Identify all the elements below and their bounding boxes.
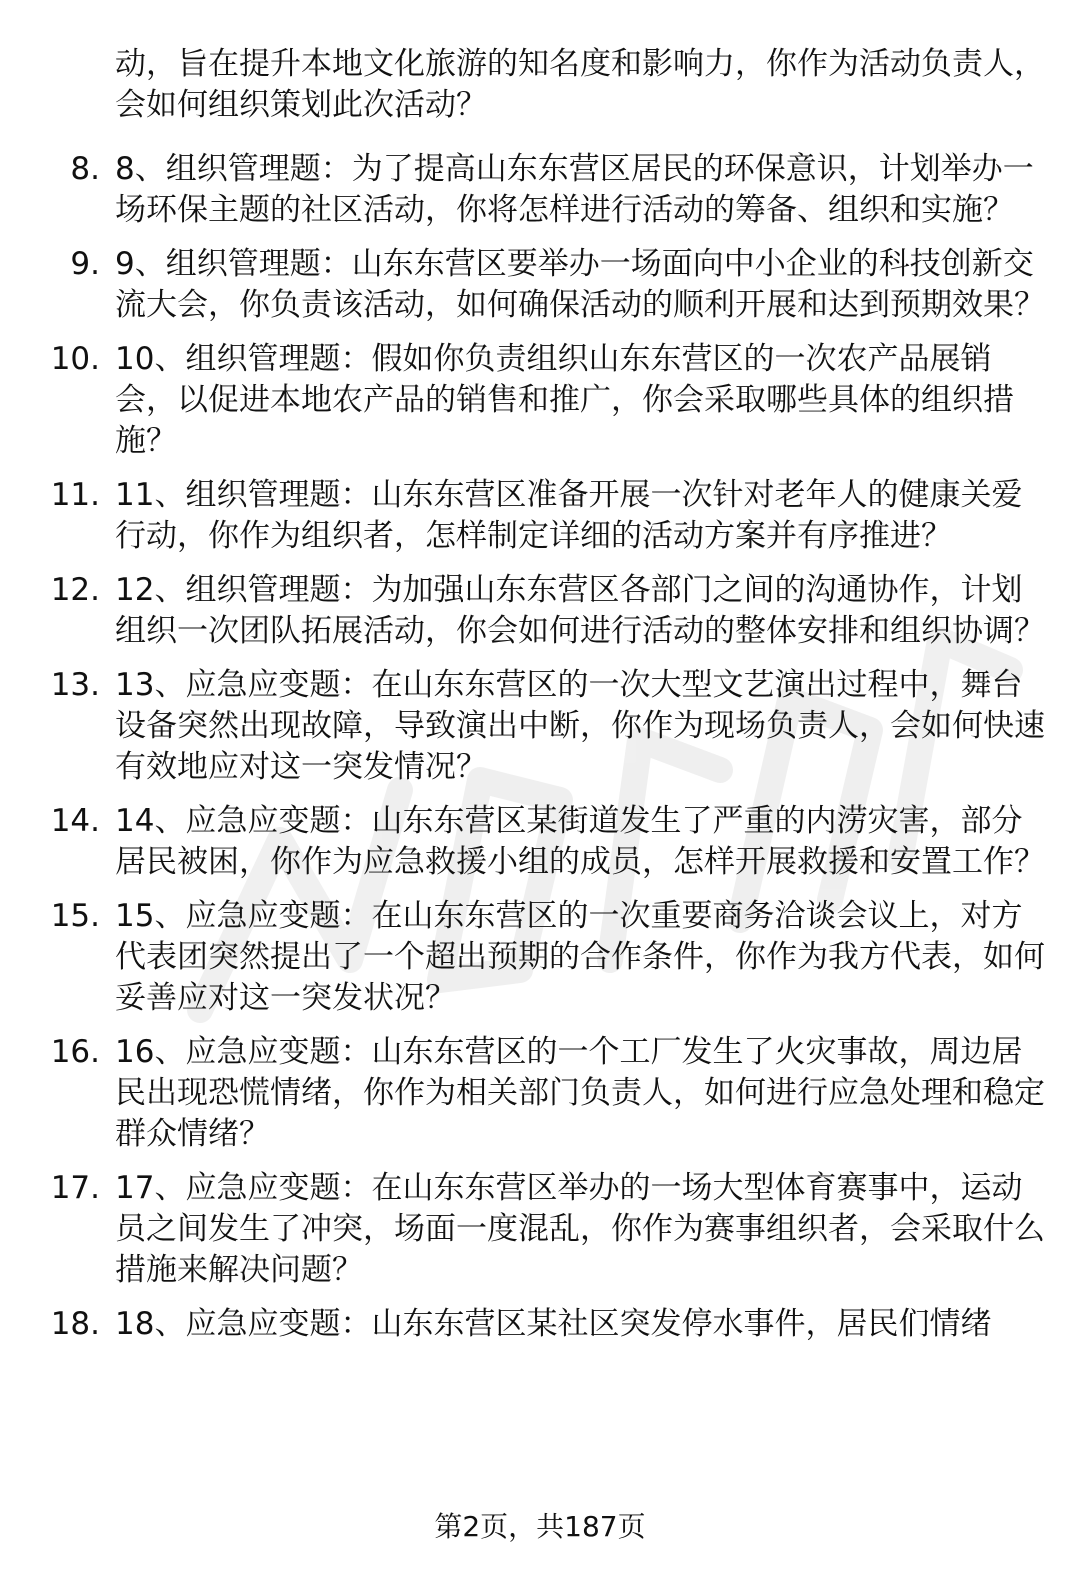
question-text: 11、组织管理题：山东东营区准备开展一次针对老年人的健康关爱行动，你作为组织者，怎样制定详细的活动方案并有序推进？ bbox=[115, 477, 1023, 554]
question-number: 14. bbox=[50, 803, 100, 839]
question-item bbox=[0, 570, 1045, 652]
question-text: 16、应急应变题：山东东营区的一个工厂发生了火灾事故，周边居民出现恐慌情绪，你作为相关部门负责人，如何进行应急处理和稳定群众情绪？ bbox=[115, 1034, 1045, 1152]
question-text: 12、组织管理题：为加强山东东营区各部门之间的沟通协作，计划组织一次团队拓展活动，你会如何进行活动的整体安排和组织协调？ bbox=[115, 572, 1045, 649]
question-text: 13、应急应变题：在山东东营区的一次大型文艺演出过程中，舞台设备突然出现故障，导致演出中断，你作为现场负责人，会如何快速有效地应对这一突发情况？ bbox=[115, 667, 1045, 785]
question-item bbox=[0, 475, 1045, 557]
question-list bbox=[0, 149, 1080, 1358]
question-item bbox=[0, 1032, 1045, 1155]
question-text: 15、应急应变题：在山东东营区的一次重要商务洽谈会议上，对方代表团突然提出了一个超出预期的合作条件，你作为我方代表，如何妥善应对这一突发状况？ bbox=[115, 898, 1045, 1016]
question-item bbox=[0, 1168, 1045, 1291]
question-item bbox=[0, 665, 1045, 788]
question-text: 17、应急应变题：在山东东营区举办的一场大型体育赛事中，运动员之间发生了冲突，场面一度混乱，你作为赛事组织者，会采取什么措施来解决问题？ bbox=[115, 1170, 1045, 1288]
question-number: 17. bbox=[50, 1170, 100, 1206]
question-number: 9. bbox=[70, 246, 100, 282]
question-text: 18、应急应变题：山东东营区某社区突发停水事件，居民们情绪 bbox=[115, 1306, 992, 1342]
question-item bbox=[0, 244, 1045, 326]
question-number: 12. bbox=[50, 572, 100, 608]
question-item bbox=[0, 339, 1045, 462]
question-text: 10、组织管理题：假如你负责组织山东东营区的一次农产品展销会，以促进本地农产品的销售和推广，你会采取哪些具体的组织措施？ bbox=[115, 341, 1014, 459]
question-number: 8. bbox=[70, 151, 100, 187]
continuation-paragraph: 动，旨在提升本地文化旅游的知名度和影响力，你作为活动负责人，会如何组织策划此次活动？ bbox=[115, 46, 1045, 123]
question-number: 18. bbox=[50, 1306, 100, 1342]
question-number: 13. bbox=[50, 667, 100, 703]
question-text: 9、组织管理题：山东东营区要举办一场面向中小企业的科技创新交流大会，你负责该活动，如何确保活动的顺利开展和达到预期效果？ bbox=[115, 246, 1045, 323]
question-item bbox=[0, 1304, 1045, 1345]
question-item bbox=[0, 149, 1045, 231]
question-item bbox=[0, 896, 1045, 1019]
question-number: 10. bbox=[50, 341, 100, 377]
question-text: 14、应急应变题：山东东营区某街道发生了严重的内涝灾害，部分居民被困，你作为应急救援小组的成员，怎样开展救援和安置工作？ bbox=[115, 803, 1045, 880]
question-number: 11. bbox=[50, 477, 100, 513]
question-number: 15. bbox=[50, 898, 100, 934]
page-footer: 第2页，共187页 bbox=[434, 1510, 646, 1543]
question-item bbox=[0, 801, 1045, 883]
question-text: 8、组织管理题：为了提高山东东营区居民的环保意识，计划举办一场环保主题的社区活动，你将怎样进行活动的筹备、组织和实施？ bbox=[115, 151, 1034, 228]
question-number: 16. bbox=[50, 1034, 100, 1070]
